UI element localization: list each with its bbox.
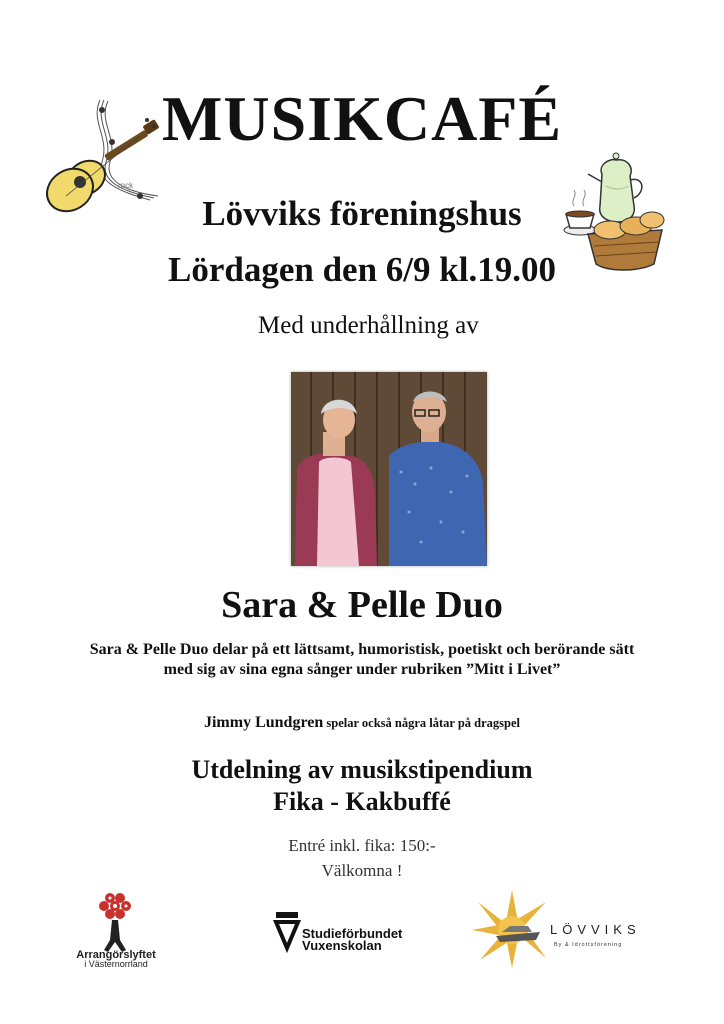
entry-price: Entré inkl. fika: 150:-: [288, 836, 436, 855]
guest-name: Jimmy Lundgren: [203, 714, 324, 731]
arrangor-line2: i Västernorrland: [84, 959, 148, 968]
award-line: Utdelning av musikstipendium: [191, 755, 533, 784]
arrangor-line1: Arrangörslyftet: [76, 949, 156, 961]
lovviks-logo: [470, 888, 650, 970]
guitar-rock-text: rock: [118, 181, 134, 190]
poster-title: MUSIKCAFÉ: [161, 83, 563, 154]
band-description: Sara & Pelle Duo delar på ett lättsamt, humoristisk, poetiskt och berörande sätt med sig av sina egna sånger under rubriken ”Mitt i Livet”: [89, 641, 635, 678]
lovviks-name: LÖVVIKS: [550, 922, 641, 937]
entertainment-intro: Med underhållning av: [258, 312, 479, 339]
welcome-text: Välkomna !: [321, 861, 403, 880]
guest-line: [0, 714, 724, 732]
guest-text: spelar också några låtar på dragspel: [323, 716, 521, 730]
fika-line: Fika - Kakbuffé: [273, 787, 451, 816]
studie-line1: Studieförbundet: [302, 926, 403, 941]
venue: Lövviks föreningshus: [202, 194, 522, 233]
lovviks-sub: By & Idrottsförening: [554, 942, 623, 948]
event-date: Lördagen den 6/9 kl.19.00: [168, 250, 556, 289]
band-photo: [291, 372, 487, 566]
studieforbundet-logo: [272, 908, 412, 956]
studie-line2: Vuxenskolan: [302, 938, 382, 953]
arrangorslyftet-logo: [66, 888, 166, 968]
band-name: Sara & Pelle Duo: [221, 584, 503, 626]
